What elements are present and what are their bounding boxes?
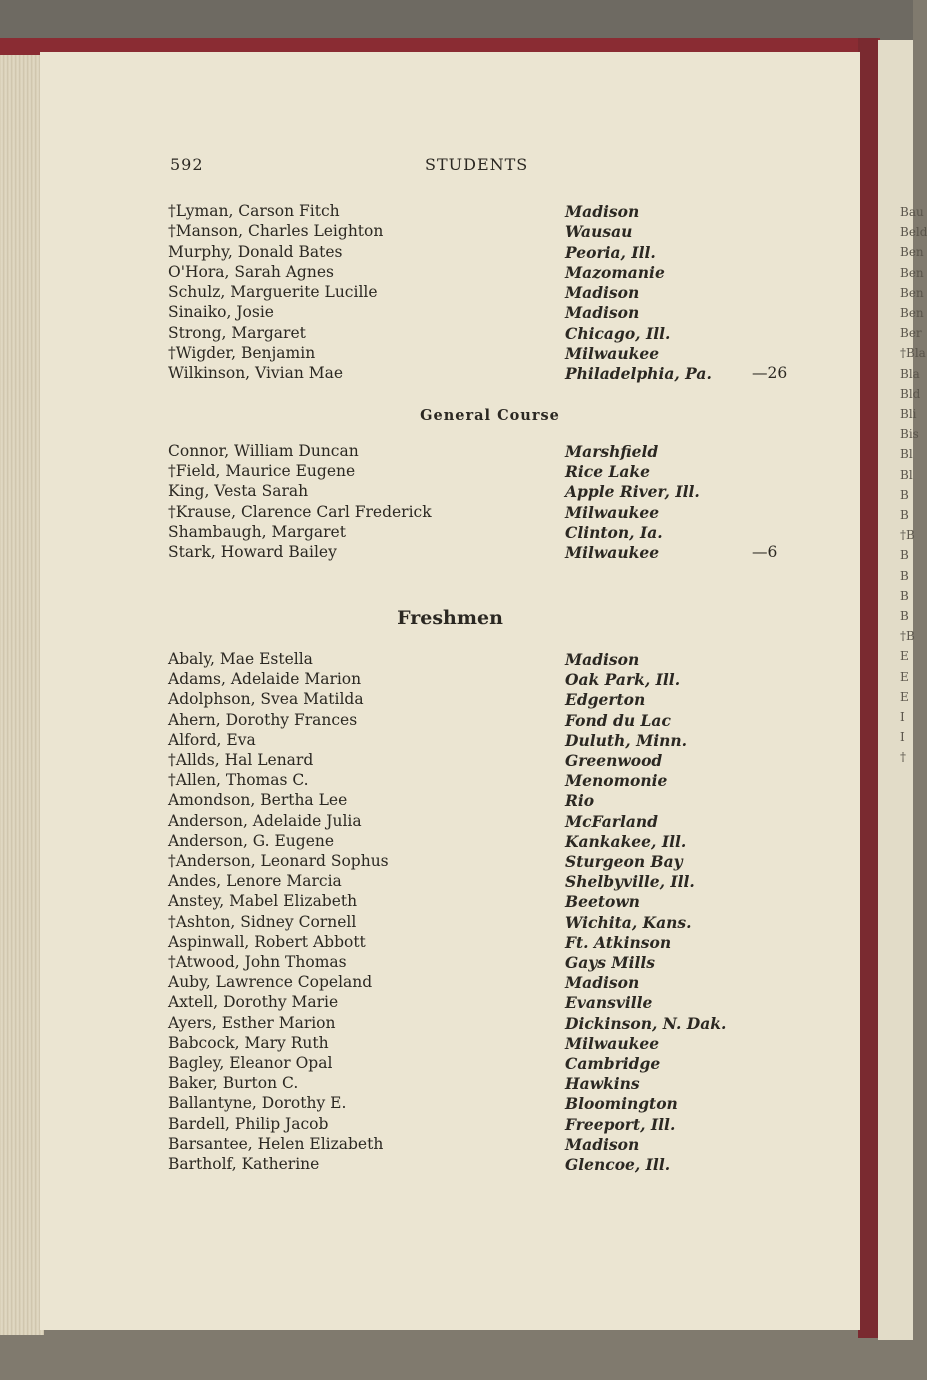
next-page-fragment: Ben <box>900 265 924 280</box>
next-page-fragment: Ben <box>900 245 924 260</box>
student-row <box>40 303 860 323</box>
student-hometown: Madison <box>565 202 640 221</box>
student-hometown: Ft. Atkinson <box>565 932 672 952</box>
student-hometown: Clinton, Ia. <box>565 522 663 542</box>
next-page-fragment: †Bla <box>900 346 926 361</box>
student-row <box>40 953 860 973</box>
student-hometown: Madison <box>565 1134 640 1154</box>
student-name: Sinaiko, Josie <box>168 303 274 322</box>
student-hometown: Fond du Lac <box>565 710 671 730</box>
student-row <box>40 1034 860 1054</box>
student-name: Anstey, Mabel Elizabeth <box>168 892 358 911</box>
student-hometown: Madison <box>565 973 640 993</box>
student-row <box>40 993 860 1013</box>
student-hometown: Glencoe, Ill. <box>565 1155 671 1174</box>
student-row <box>40 503 860 523</box>
student-name: Ahern, Dorothy Frances <box>168 710 358 729</box>
student-name: †Atwood, John Thomas <box>168 953 347 971</box>
next-page-fragment: B <box>900 568 909 583</box>
student-name: Shambaugh, Margaret <box>168 522 346 541</box>
student-row <box>40 1135 860 1155</box>
student-row <box>40 442 860 462</box>
student-hometown: Philadelphia, Pa. <box>565 364 712 383</box>
student-row <box>40 543 860 563</box>
student-row <box>40 283 860 303</box>
student-row <box>40 462 860 482</box>
next-page-fragment: I <box>900 730 905 745</box>
next-page-fragment: †B <box>900 528 915 543</box>
student-row <box>40 222 860 242</box>
student-hometown: Rice Lake <box>565 462 651 482</box>
student-row <box>40 892 860 912</box>
next-page-fragment: Bl <box>900 447 913 462</box>
student-name: Andes, Lenore Marcia <box>168 872 342 891</box>
section-count: —6 <box>752 543 778 561</box>
student-name: O'Hora, Sarah Agnes <box>168 262 334 281</box>
student-hometown: Marshfield <box>565 442 659 461</box>
next-page-fragment: †B <box>900 629 915 644</box>
next-page-fragment: Bla <box>900 366 920 381</box>
student-name: †Allds, Hal Lenard <box>168 751 314 769</box>
student-name: Amondson, Bertha Lee <box>168 791 348 810</box>
student-name: Ballantyne, Dorothy E. <box>168 1094 347 1113</box>
student-hometown: Oak Park, Ill. <box>565 670 681 690</box>
student-name: †Manson, Charles Leighton <box>168 222 384 241</box>
student-name: King, Vesta Sarah <box>168 482 309 501</box>
student-row <box>40 650 860 670</box>
student-hometown: Milwaukee <box>565 502 660 522</box>
student-row <box>40 364 860 384</box>
student-name: †Wigder, Benjamin <box>168 343 316 362</box>
next-page-fragment: Ben <box>900 306 924 320</box>
student-row <box>40 263 860 283</box>
student-hometown: Kankakee, Ill. <box>565 831 687 851</box>
section-heading: General Course <box>420 407 560 424</box>
next-page-fragment: B <box>900 508 909 522</box>
student-name: Stark, Howard Bailey <box>168 543 337 561</box>
student-row <box>40 324 860 344</box>
student-hometown: Madison <box>565 650 640 669</box>
student-hometown: Cambridge <box>565 1054 661 1073</box>
student-name: Baker, Burton C. <box>168 1074 299 1093</box>
next-page-fragment: Bli <box>900 407 917 421</box>
book-page <box>40 52 860 1330</box>
student-hometown: Menomonie <box>565 771 668 791</box>
student-hometown: Edgerton <box>565 690 646 710</box>
student-row <box>40 670 860 690</box>
student-hometown: Freeport, Ill. <box>565 1114 676 1134</box>
student-row <box>40 872 860 892</box>
student-hometown: Madison <box>565 283 640 302</box>
student-hometown: Milwaukee <box>565 1033 660 1053</box>
next-page-fragment: B <box>900 609 909 623</box>
student-name: Strong, Margaret <box>168 323 306 342</box>
next-page-fragment: I <box>900 710 905 724</box>
student-row <box>40 1094 860 1114</box>
student-hometown: Rio <box>565 791 595 811</box>
student-row <box>40 202 860 222</box>
next-page-fragment: Ben <box>900 285 924 300</box>
student-hometown: Shelbyville, Ill. <box>565 872 695 892</box>
student-hometown: Mazomanie <box>565 262 665 282</box>
next-page-fragment: B <box>900 548 909 563</box>
student-name: Schulz, Marguerite Lucille <box>168 283 378 301</box>
student-row <box>40 933 860 953</box>
student-row <box>40 711 860 731</box>
student-hometown: McFarland <box>565 811 658 831</box>
student-row <box>40 482 860 502</box>
student-hometown: Gays Mills <box>565 953 655 972</box>
student-row <box>40 1054 860 1074</box>
book-cover-right <box>858 38 878 1338</box>
student-name: Bartholf, Katherine <box>168 1155 320 1173</box>
student-row <box>40 852 860 872</box>
student-name: Barsantee, Helen Elizabeth <box>168 1134 384 1153</box>
student-row <box>40 771 860 791</box>
next-page-fragment: B <box>900 588 909 603</box>
student-name: †Lyman, Carson Fitch <box>168 202 340 220</box>
student-hometown: Chicago, Ill. <box>565 323 671 343</box>
student-row <box>40 832 860 852</box>
next-page-fragment: E <box>900 689 909 704</box>
student-hometown: Dickinson, N. Dak. <box>565 1013 727 1033</box>
section-count: —26 <box>752 364 788 382</box>
student-name: Alford, Eva <box>168 730 256 749</box>
student-row <box>40 1074 860 1094</box>
student-row <box>40 913 860 933</box>
student-name: Anderson, G. Eugene <box>168 831 335 850</box>
student-hometown: Madison <box>565 303 640 323</box>
student-row <box>40 812 860 832</box>
next-page-fragment: Bis <box>900 427 919 442</box>
next-page-fragment: B <box>900 487 909 502</box>
next-page-fragment: E <box>900 669 909 684</box>
student-name: Adolphson, Svea Matilda <box>168 690 364 709</box>
student-hometown: Duluth, Minn. <box>565 730 688 750</box>
student-hometown: Apple River, Ill. <box>565 482 700 502</box>
student-name: Babcock, Mary Ruth <box>168 1033 329 1052</box>
student-name: Axtell, Dorothy Marie <box>168 993 339 1012</box>
next-page-margin <box>878 40 927 1340</box>
student-row <box>40 523 860 543</box>
page-number: 592 <box>170 155 204 174</box>
student-name: †Anderson, Leonard Sophus <box>168 852 389 870</box>
student-hometown: Bloomington <box>565 1094 678 1114</box>
student-name: Anderson, Adelaide Julia <box>168 811 362 830</box>
next-page-fragment: Beld <box>900 225 927 240</box>
student-hometown: Milwaukee <box>565 543 660 562</box>
student-row <box>40 731 860 751</box>
student-hometown: Beetown <box>565 892 640 912</box>
next-page-fragment: Bl <box>900 467 913 482</box>
student-name: †Field, Maurice Eugene <box>168 462 356 481</box>
student-name: Murphy, Donald Bates <box>168 242 343 261</box>
student-name: Connor, William Duncan <box>168 442 359 460</box>
next-page-fragment: E <box>900 649 909 664</box>
next-page-fragment: Bau <box>900 205 924 219</box>
student-hometown: Hawkins <box>565 1074 640 1094</box>
student-row <box>40 690 860 710</box>
student-name: †Allen, Thomas C. <box>168 771 309 790</box>
student-name: Aspinwall, Robert Abbott <box>168 932 366 951</box>
student-hometown: Milwaukee <box>565 343 660 363</box>
student-name: †Krause, Clarence Carl Frederick <box>168 502 432 521</box>
student-hometown: Sturgeon Bay <box>565 852 683 871</box>
next-page-fragment: Bld <box>900 386 921 401</box>
next-page-fragment: Ber <box>900 326 922 341</box>
page-title: STUDENTS <box>425 155 529 174</box>
student-name: Wilkinson, Vivian Mae <box>168 364 344 382</box>
page-edges <box>0 55 44 1335</box>
student-name: Bardell, Philip Jacob <box>168 1114 329 1133</box>
student-hometown: Peoria, Ill. <box>565 242 656 262</box>
student-row <box>40 1155 860 1175</box>
student-row <box>40 344 860 364</box>
student-name: Auby, Lawrence Copeland <box>168 973 373 992</box>
student-row <box>40 791 860 811</box>
section-heading: Freshmen <box>397 607 503 629</box>
student-row <box>40 1115 860 1135</box>
student-name: Adams, Adelaide Marion <box>168 670 362 689</box>
student-row <box>40 751 860 771</box>
student-hometown: Evansville <box>565 993 653 1013</box>
student-name: Bagley, Eleanor Opal <box>168 1054 333 1072</box>
student-hometown: Wichita, Kans. <box>565 912 692 932</box>
student-row <box>40 243 860 263</box>
student-row <box>40 973 860 993</box>
student-name: Abaly, Mae Estella <box>168 650 313 668</box>
student-name: †Ashton, Sidney Cornell <box>168 912 357 931</box>
next-page-fragment: † <box>900 750 906 765</box>
student-hometown: Greenwood <box>565 751 663 770</box>
student-hometown: Wausau <box>565 222 633 242</box>
student-row <box>40 1014 860 1034</box>
student-name: Ayers, Esther Marion <box>168 1013 336 1032</box>
